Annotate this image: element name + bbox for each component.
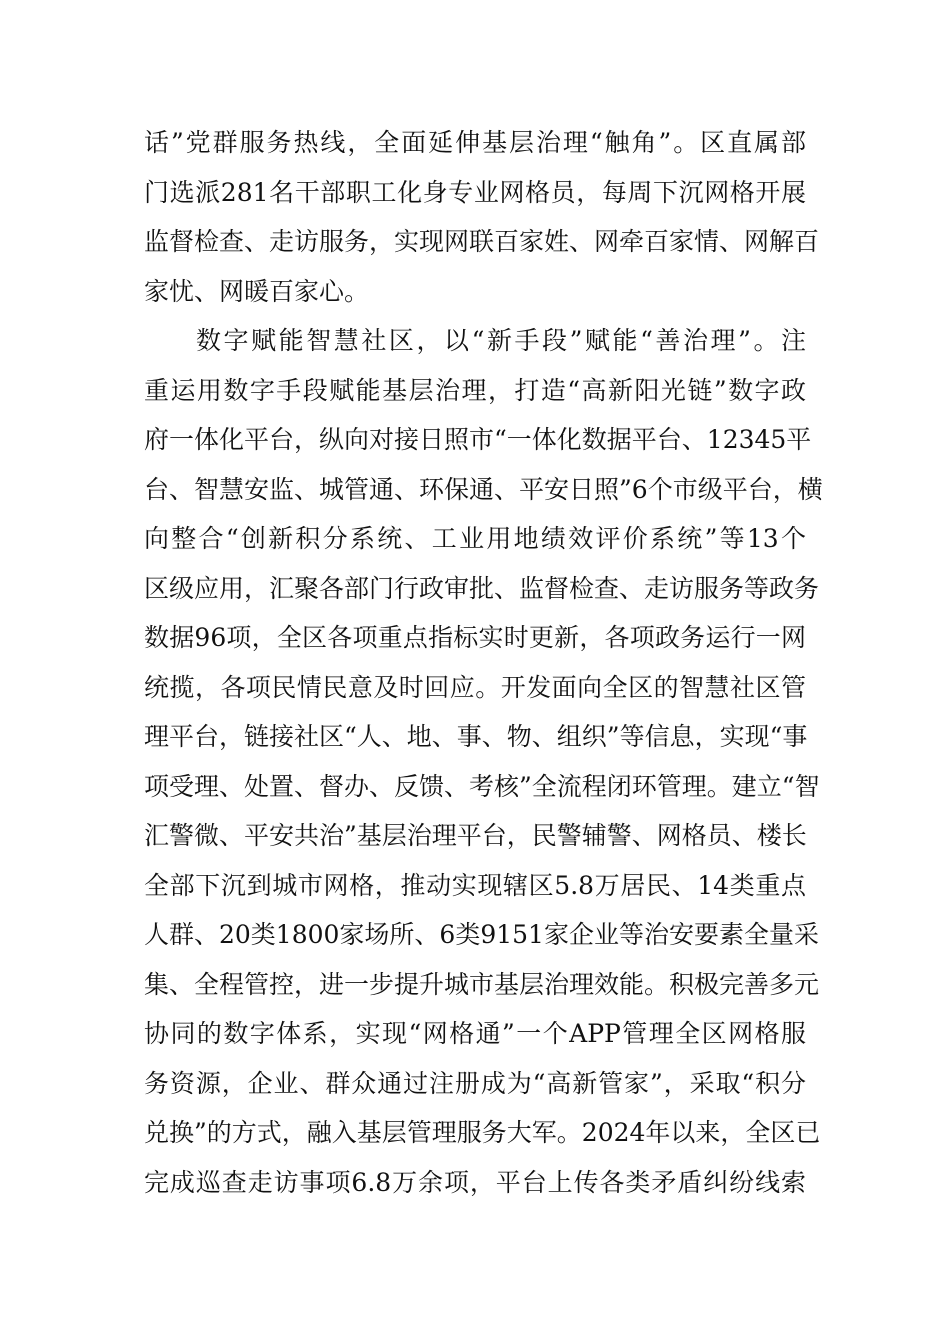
text-line: 理平台，链接社区“人、地、事、物、组织”等信息，实现“事 (144, 722, 808, 751)
text-line: 话”党群服务热线，全面延伸基层治理“触角”。区直属部 (144, 128, 806, 157)
text-line: 项受理、处置、督办、反馈、考核”全流程闭环管理。建立“智 (144, 771, 820, 801)
text-line: 台、智慧安监、城管通、环保通、平安日照”6个市级平台，横 (144, 474, 823, 504)
text-line: 数字赋能智慧社区，以“新手段”赋能“善治理”。注 (196, 326, 806, 355)
text-line: 府一体化平台，纵向对接日照市“一体化数据平台、12345平 (144, 425, 812, 454)
text-line: 协同的数字体系，实现“网格通”一个APP管理全区网格服 (144, 1019, 806, 1048)
text-line: 数据96项，全区各项重点指标实时更新，各项政务运行一网 (144, 623, 806, 652)
text-line: 门选派281名干部职工化身专业网格员，每周下沉网格开展 (144, 177, 806, 207)
text-line: 监督检查、走访服务，实现网联百家姓、网牵百家情、网解百 (144, 227, 820, 256)
text-line: 向整合“创新积分系统、工业用地绩效评价系统”等13个 (144, 524, 806, 553)
text-line: 全部下沉到城市网格，推动实现辖区5.8万居民、14类重点 (144, 870, 806, 900)
text-line: 家忧、网暖百家心。 (144, 276, 370, 306)
text-line: 务资源，企业、群众通过注册成为“高新管家”，采取“积分 (144, 1068, 806, 1098)
text-line: 人群、20类1800家场所、6类9151家企业等治安要素全量采 (144, 920, 819, 949)
text-line: 区级应用，汇聚各部门行政审批、监督检查、走访服务等政务 (144, 573, 820, 603)
text-line: 汇警微、平安共治”基层治理平台，民警辅警、网格员、楼长 (144, 821, 807, 850)
paragraph-digital-community (144, 316, 823, 1207)
document-page (144, 118, 823, 1207)
text-line: 集、全程管控，进一步提升城市基层治理效能。积极完善多元 (144, 969, 820, 999)
text-line: 重运用数字手段赋能基层治理，打造“高新阳光链”数字政 (144, 375, 806, 405)
text-line: 统揽，各项民情民意及时回应。开发面向全区的智慧社区管 (144, 672, 806, 702)
paragraph-grid-staff (144, 118, 820, 316)
text-line: 完成巡查走访事项6.8万余项，平台上传各类矛盾纠纷线索 (144, 1167, 806, 1197)
text-line: 兑换”的方式，融入基层管理服务大军。2024年以来，全区已 (144, 1118, 821, 1147)
